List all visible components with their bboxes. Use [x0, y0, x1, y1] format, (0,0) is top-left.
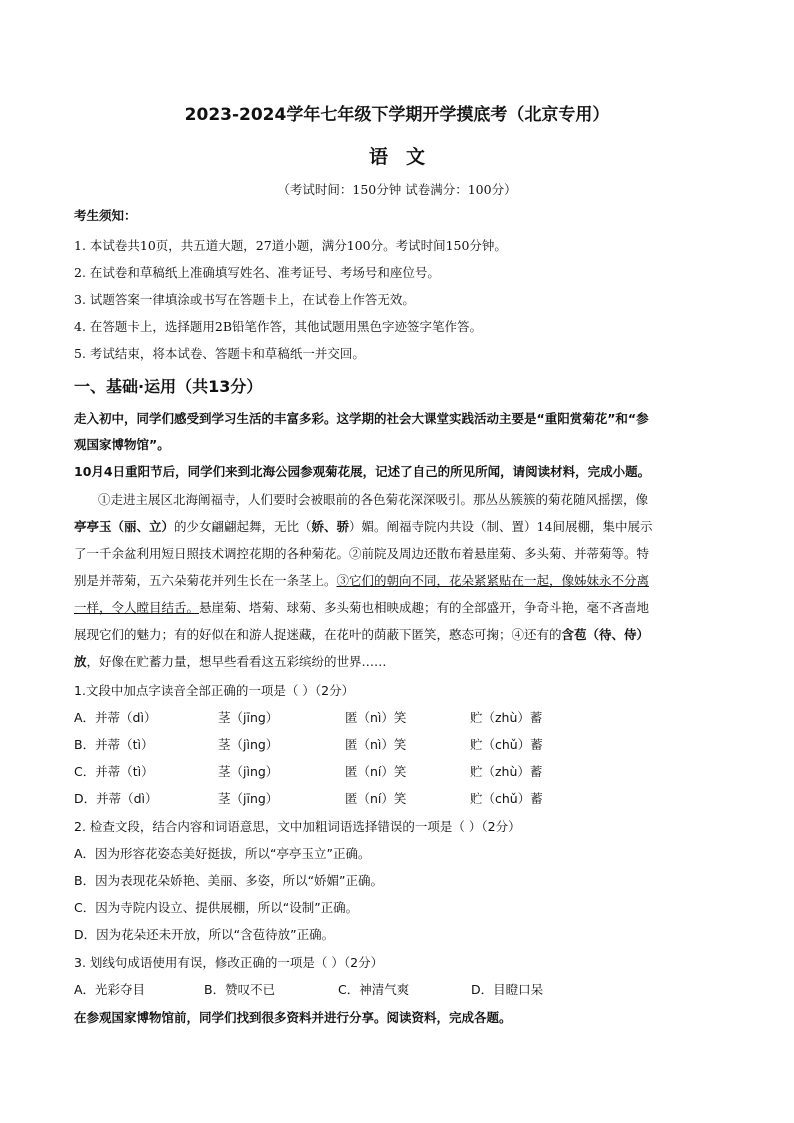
- passage-line: 一样，令人瞠目结舌。悬崖菊、塔菊、球菊、多头菊也相映成趣；有的全部盛开，争奇斗艳，毫不吝啬地: [74, 600, 650, 615]
- passage-line: 了一千余盆利用短日照技术调控花期的各种菊花。②前院及周边还散布着悬崖菊、多头菊、并蒂菊等。特: [74, 546, 650, 561]
- bold-word: 放: [74, 654, 87, 669]
- notice-item: 4. 在答题卡上，选择题用2B铅笔作答，其他试题用黑色字迹签字笔作答。: [74, 319, 483, 334]
- option-d[interactable]: D．并蒂（dì）: [74, 791, 158, 806]
- option-c[interactable]: C．并蒂（tì）: [74, 764, 154, 779]
- passage-line: ①走进主展区北海阐福寺，人们要时会被眼前的各色菊花深深吸引。那丛丛簇簇的菊花随风摇摆，像: [98, 492, 649, 507]
- option-c[interactable]: C．神清气爽: [338, 982, 410, 997]
- closing-line: 在参观国家博物馆前，同学们找到很多资料并进行分享。阅读资料，完成各题。: [74, 1010, 512, 1025]
- option-d[interactable]: D．因为花朵还未开放，所以“含苞待放”正确。: [74, 927, 335, 942]
- intro-line: 走入初中，同学们感受到学习生活的丰富多彩。这学期的社会大课堂实践活动主要是“重阳赏菊花”和“参: [74, 411, 649, 426]
- question-stem: 1.文段中加点字读音全部正确的一项是（ ）（2分）: [74, 683, 355, 698]
- question-stem: 2. 检查文段，结合内容和词语意思，文中加粗词语选择错误的一项是（ ）（2分）: [74, 819, 521, 834]
- option-c[interactable]: C．因为寺院内设立、提供展棚，所以“设制”正确。: [74, 900, 359, 915]
- option-b[interactable]: B．赞叹不已: [204, 982, 276, 997]
- question-stem: 3. 划线句成语使用有误，修改正确的一项是（ ）（2分）: [74, 955, 384, 970]
- option-b[interactable]: B．因为表现花朵娇艳、美丽、多姿，所以“娇媚”正确。: [74, 873, 384, 888]
- option-a[interactable]: A．因为形容花姿态美好挺拔，所以“亭亭玉立”正确。: [74, 846, 371, 861]
- intro-line: 观国家博物馆”。: [74, 437, 170, 452]
- notice-heading: 考生须知：: [74, 208, 137, 223]
- underlined-sentence: 一样，令人瞠目结舌。: [74, 600, 200, 615]
- exam-info: （考试时间：150分钟 试卷满分：100分）: [277, 182, 517, 197]
- passage-line: 别是并蒂菊，五六朵菊花并列生长在一条茎上。③它们的朝向不同，花朵紧紧贴在一起，像姊妹永不分离: [74, 573, 650, 588]
- notice-item: 5. 考试结束，将本试卷、答题卡和草稿纸一并交回。: [74, 346, 365, 361]
- underlined-sentence: ③它们的朝向不同，花朵紧紧贴在一起，像姊妹永不分离: [336, 573, 650, 588]
- notice-item: 3. 试题答案一律填涂或书写在答题卡上，在试卷上作答无效。: [74, 292, 415, 307]
- subject-title: 语文: [368, 146, 443, 168]
- context-line: 10月4日重阳节后，同学们来到北海公园参观菊花展，记述了自己的所见所闻，请阅读材料，完成小题。: [74, 464, 651, 479]
- passage-line: 放，好像在贮蓄力量，想早些看看这五彩缤纷的世界……: [74, 654, 387, 669]
- notice-item: 1. 本试卷共10页，共五道大题，27道小题，满分100分。考试时间150分钟。: [74, 238, 507, 253]
- notice-item: 2. 在试卷和草稿纸上准确填写姓名、准考证号、考场号和座位号。: [74, 265, 440, 280]
- option-a[interactable]: A．并蒂（dì）: [74, 710, 157, 725]
- section-heading: 一、基础·运用（共13分）: [74, 377, 263, 396]
- exam-title: 2023-2024学年七年级下学期开学摸底考（北京专用）: [184, 105, 610, 125]
- passage-line: 亭亭玉（丽、立）的少女翩翩起舞，无比（娇、骄）媚。阐福寺院内共设（制、置）14间展棚，集中展示: [74, 519, 653, 534]
- bold-word: 亭亭玉（丽、立）: [74, 519, 175, 534]
- option-a[interactable]: A．光彩夺目: [74, 982, 146, 997]
- bold-word: 含苞（待、侍）: [561, 627, 650, 642]
- option-b[interactable]: B．并蒂（tì）: [74, 737, 154, 752]
- option-d[interactable]: D．目瞪口呆: [471, 982, 544, 997]
- passage-line: 展现它们的魅力；有的好似在和游人捉迷藏，在花叶的荫蔽下匿笑，憨态可掬；④还有的含苞（待、侍）: [74, 627, 650, 642]
